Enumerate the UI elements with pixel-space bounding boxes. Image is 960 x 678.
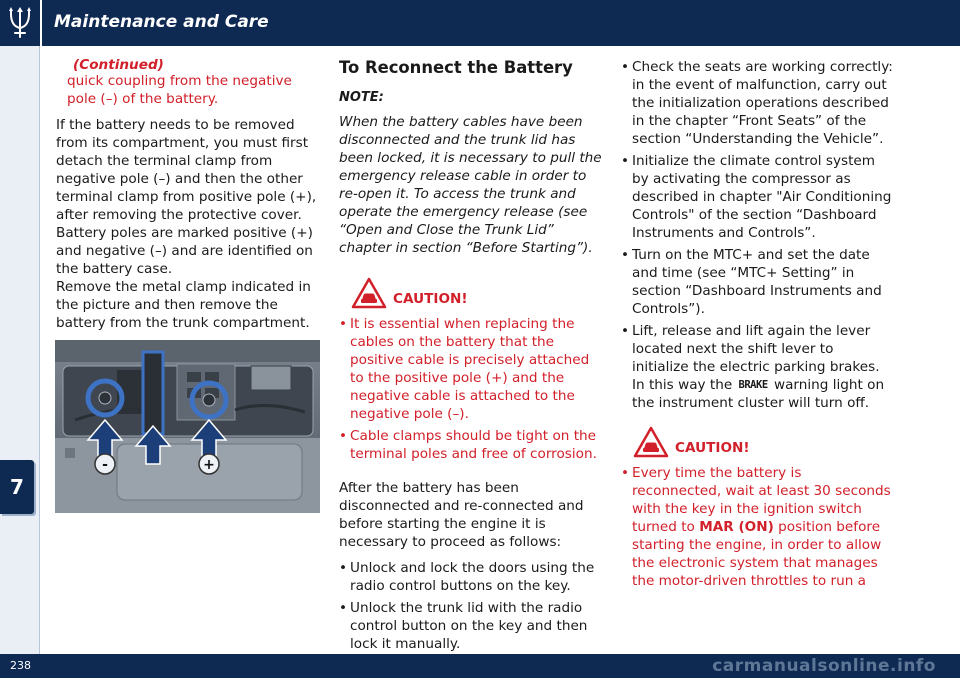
caution-item: [621, 464, 893, 590]
step-item: • Turn on the MTC+ and set the date and time (see “MTC+ Setting” in section “Dashboard Instruments and Controls”).: [621, 246, 893, 318]
step-item: • Initialize the climate control system by activating the compressor as described in chapter "Air Conditioning Controls" of the section “Dashboard Instruments and Controls”.: [621, 152, 893, 242]
after-paragraph: After the battery has been disconnected and re-connected and before starting the engine it is necessary to proceed as follows:: [339, 480, 584, 550]
watermark: carmanualsonline.info: [712, 656, 936, 676]
continued-label: (Continued): [73, 57, 164, 73]
removal-paragraph: If the battery needs to be removed from its compartment, you must first detach the terminal clamp from negative pole (–) and then the other terminal clamp from positive pole (+), after removing the protective cover.: [56, 117, 317, 223]
page-number: 238: [10, 659, 31, 672]
header-divider: [40, 0, 42, 46]
step-item: • Check the seats are working correctly: in the event of malfunction, carry out the initialization operations described in the chapter “Front Seats” of the section “Understanding the Vehicle”.: [621, 58, 893, 148]
caution-item: • Cable clamps should be tight on the terminal poles and free of corrosion.: [339, 427, 607, 463]
note-text: When the battery cables have been disconnected and the trunk lid has been locked, it is necessary to pull the emergency release cable in order to re-open it. To access the trunk and operate the emergency release (see “Open and Close the Trunk Lid” chapter in section “Before Starting”).: [339, 114, 602, 256]
figure-minus-label: -: [102, 457, 108, 473]
trident-logo-icon: [0, 0, 40, 46]
caution-label-1: CAUTION!: [393, 291, 468, 307]
brake-step-item: [621, 322, 893, 412]
brake-warning-icon: BRAKE: [738, 379, 768, 391]
warning-car-icon: [351, 277, 387, 309]
steps-list-1: [339, 559, 607, 653]
caution-label-2: CAUTION!: [675, 440, 750, 456]
caution-block-1: [339, 277, 607, 309]
section-title: Maintenance and Care: [54, 12, 269, 32]
continued-text: quick coupling from the negative pole (–) of the battery.: [67, 73, 292, 107]
page-footer: [0, 654, 960, 678]
section-heading: To Reconnect the Battery: [339, 58, 573, 77]
warning-car-icon: [633, 426, 669, 458]
page-header: [0, 0, 960, 46]
clamp-paragraph: Remove the metal clamp indicated in the picture and then remove the battery from the trunk compartment.: [56, 279, 311, 331]
caution-block-2: [621, 426, 893, 458]
side-bar: [0, 46, 40, 654]
mar-on-label: MAR (ON): [699, 519, 774, 535]
brake-step-post: warning light on the instrument cluster will turn off.: [632, 377, 885, 411]
caution-list-2: [621, 464, 893, 590]
brake-step-pre: Lift, release and lift again the lever located next the shift lever to initialize the electric parking brakes. In this way the: [632, 323, 880, 393]
column-2: [339, 58, 607, 657]
column-1: [56, 58, 320, 332]
caution-pre: Every time the battery is reconnected, wait at least 30 seconds with the key in the ignition switch turned to: [632, 465, 891, 535]
step-item: • Unlock and lock the doors using the radio control buttons on the key.: [339, 559, 607, 595]
chapter-tab[interactable]: 7: [0, 460, 34, 514]
steps-list-2: [621, 58, 893, 412]
poles-paragraph: Battery poles are marked positive (+) and negative (–) and are identified on the battery case.: [56, 225, 313, 277]
caution-list-1: [339, 315, 607, 463]
caution-post: position before starting the engine, in order to allow the electronic system that manages the motor-driven throttles to run a: [632, 519, 882, 589]
caution-item: • It is essential when replacing the cables on the battery that the positive cable is precisely attached to the positive pole (+) and the negative cable is attached to the negative pole (–).: [339, 315, 607, 423]
figure-plus-label: +: [203, 457, 215, 473]
column-3: [621, 58, 893, 594]
step-item: • Unlock the trunk lid with the radio control button on the key and then lock it manually.: [339, 599, 607, 653]
note-label: NOTE:: [339, 90, 384, 105]
battery-figure: [55, 340, 320, 513]
